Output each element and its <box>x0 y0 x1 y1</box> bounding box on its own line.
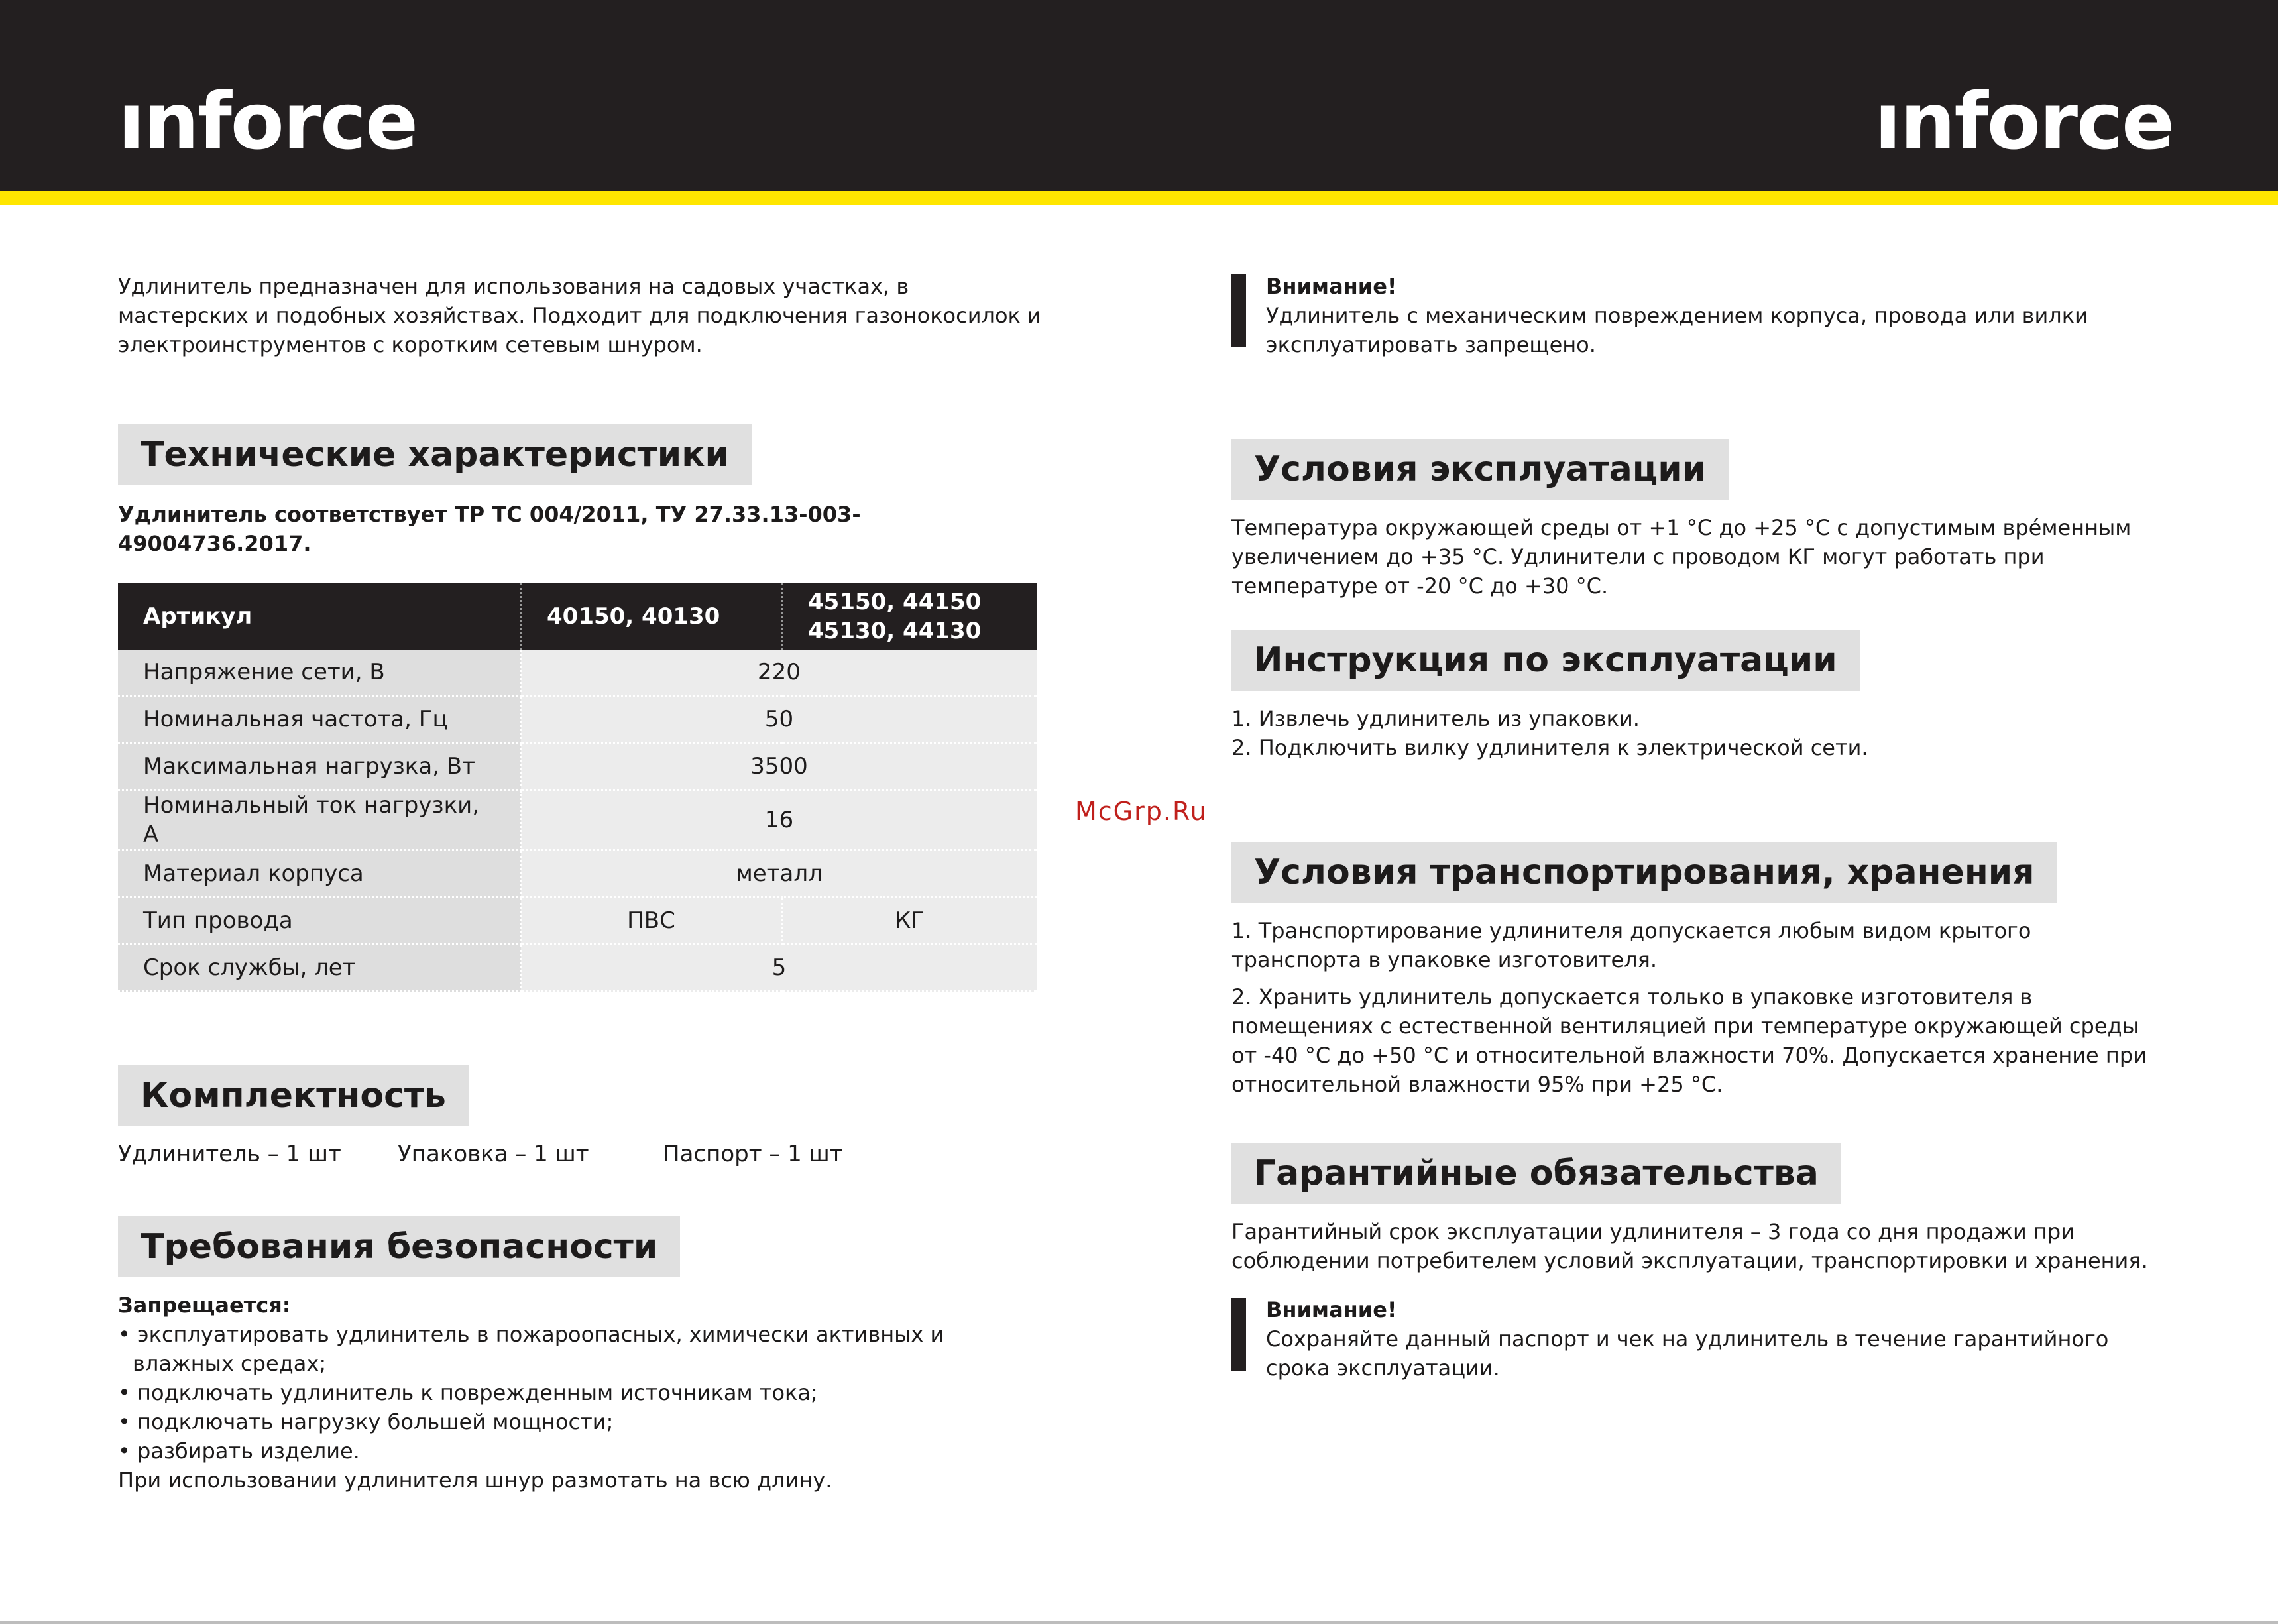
conditions-heading: Условия эксплуатации <box>1231 439 1729 500</box>
warning-text: Удлинитель с механическим повреждением корпуса, провода или вилки эксплуатировать запрещено. <box>1266 303 2088 357</box>
table-row <box>118 790 1037 850</box>
row-value: 16 <box>521 790 1037 850</box>
list-item: • эксплуатировать удлинитель в пожароопасных, химически активных и влажных средах; <box>118 1322 944 1376</box>
table-row <box>118 898 1037 945</box>
list-item: 2. Подключить вилку удлинителя к электрической сети. <box>1231 735 1868 760</box>
list-item: 1. Извлечь удлинитель из упаковки. <box>1231 706 1640 731</box>
table-row <box>118 945 1037 992</box>
warning-title: Внимание! <box>1266 274 1397 299</box>
specs-table <box>118 583 1037 992</box>
intro-text: Удлинитель предназначен для использования на садовых участках, в мастерских и подобных хозяйствах. Подходит для подключения газонокосилок и электроинструментов с коротким сетевым шнуром. <box>118 274 1041 357</box>
list-item: • разбирать изделие. <box>118 1438 360 1464</box>
conditions-text: Температура окружающей среды от +1 °С до +25 °С с допустимым вре́менным увеличением до +35 °С. Удлинители с проводом КГ могут работать при температуре от -20 °С до +30 °С. <box>1231 515 2132 599</box>
warranty-text: Гарантийный срок эксплуатации удлинителя – 3 года со дня продажи при соблюдении потребителем условий эксплуатации, транспортировки и хранения. <box>1231 1219 2148 1273</box>
row-value: 5 <box>521 945 1037 992</box>
row-value: металл <box>521 850 1037 898</box>
transport-heading: Условия транспортирования, хранения <box>1231 842 2057 903</box>
safety-list <box>118 1320 946 1466</box>
left-column <box>118 272 1046 1495</box>
kit-heading: Комплектность <box>118 1065 469 1126</box>
row-label: Напряжение сети, В <box>118 650 521 696</box>
warning-title: Внимание! <box>1266 1297 1397 1322</box>
row-value: 220 <box>521 650 1037 696</box>
list-item: • подключать нагрузку большей мощности; <box>118 1409 614 1434</box>
table-header-row <box>118 583 1037 650</box>
right-column <box>1231 272 2159 1383</box>
list-item: • подключать удлинитель к поврежденным источникам тока; <box>118 1380 818 1405</box>
kit-item: Удлинитель – 1 шт <box>118 1141 341 1167</box>
kit-item: Упаковка – 1 шт <box>398 1141 589 1167</box>
row-label: Максимальная нагрузка, Вт <box>118 743 521 790</box>
compliance-text: Удлинитель соответствует ТР ТС 004/2011, ТУ 27.33.13-003-49004736.2017. <box>118 502 861 556</box>
row-label: Срок службы, лет <box>118 945 521 992</box>
warning-block <box>1231 272 2159 359</box>
row-value: 50 <box>521 696 1037 743</box>
prohibited-title: Запрещается: <box>118 1293 291 1318</box>
warning-bar <box>1231 1298 1246 1371</box>
table-row <box>118 650 1037 696</box>
table-row <box>118 743 1037 790</box>
header-cell: 40150, 40130 <box>521 583 782 650</box>
instructions-heading: Инструкция по эксплуатации <box>1231 630 1860 691</box>
kit-list <box>118 1139 1046 1169</box>
row-value: ПВС <box>521 898 782 945</box>
warranty-heading: Гарантийные обязательства <box>1231 1143 1841 1204</box>
row-label: Материал корпуса <box>118 850 521 898</box>
table-row <box>118 850 1037 898</box>
header-cell: Артикул <box>118 583 521 650</box>
transport-text-1: 1. Транспортирование удлинителя допускается любым видом крытого транспорта в упаковке изготовителя. <box>1231 918 2031 972</box>
table-row <box>118 696 1037 743</box>
warning-block <box>1231 1295 2159 1383</box>
warning-text: Сохраняйте данный паспорт и чек на удлинитель в течение гарантийного срока эксплуатации. <box>1266 1326 2109 1381</box>
specs-heading: Технические характеристики <box>118 424 752 485</box>
brand-logo-left: ınforce <box>118 76 418 167</box>
safety-block <box>118 1291 946 1495</box>
row-label: Номинальный ток нагрузки, А <box>118 790 521 850</box>
yellow-stripe <box>0 191 2278 205</box>
safety-heading: Требования безопасности <box>118 1216 680 1277</box>
instructions-list <box>1231 704 2159 762</box>
kit-item: Паспорт – 1 шт <box>663 1141 843 1167</box>
row-value: КГ <box>782 898 1037 945</box>
row-label: Номинальная частота, Гц <box>118 696 521 743</box>
warning-bar <box>1231 274 1246 347</box>
brand-logo-right: ınforce <box>1874 76 2174 167</box>
transport-text-2: 2. Хранить удлинитель допускается только в упаковке изготовителя в помещениях с естественной вентиляцией при температуре окружающей среды от -40 °С до +50 °С и относительной влажности 70%. Допускается хранение при относительной влажности 95% при +25 °С. <box>1231 984 2147 1097</box>
watermark: McGrp.Ru <box>1075 797 1208 826</box>
row-label: Тип провода <box>118 898 521 945</box>
row-value: 3500 <box>521 743 1037 790</box>
header-cell: 45150, 44150 45130, 44130 <box>782 583 1037 650</box>
bottom-rule <box>0 1621 2278 1624</box>
safety-note: При использовании удлинителя шнур размотать на всю длину. <box>118 1468 832 1493</box>
